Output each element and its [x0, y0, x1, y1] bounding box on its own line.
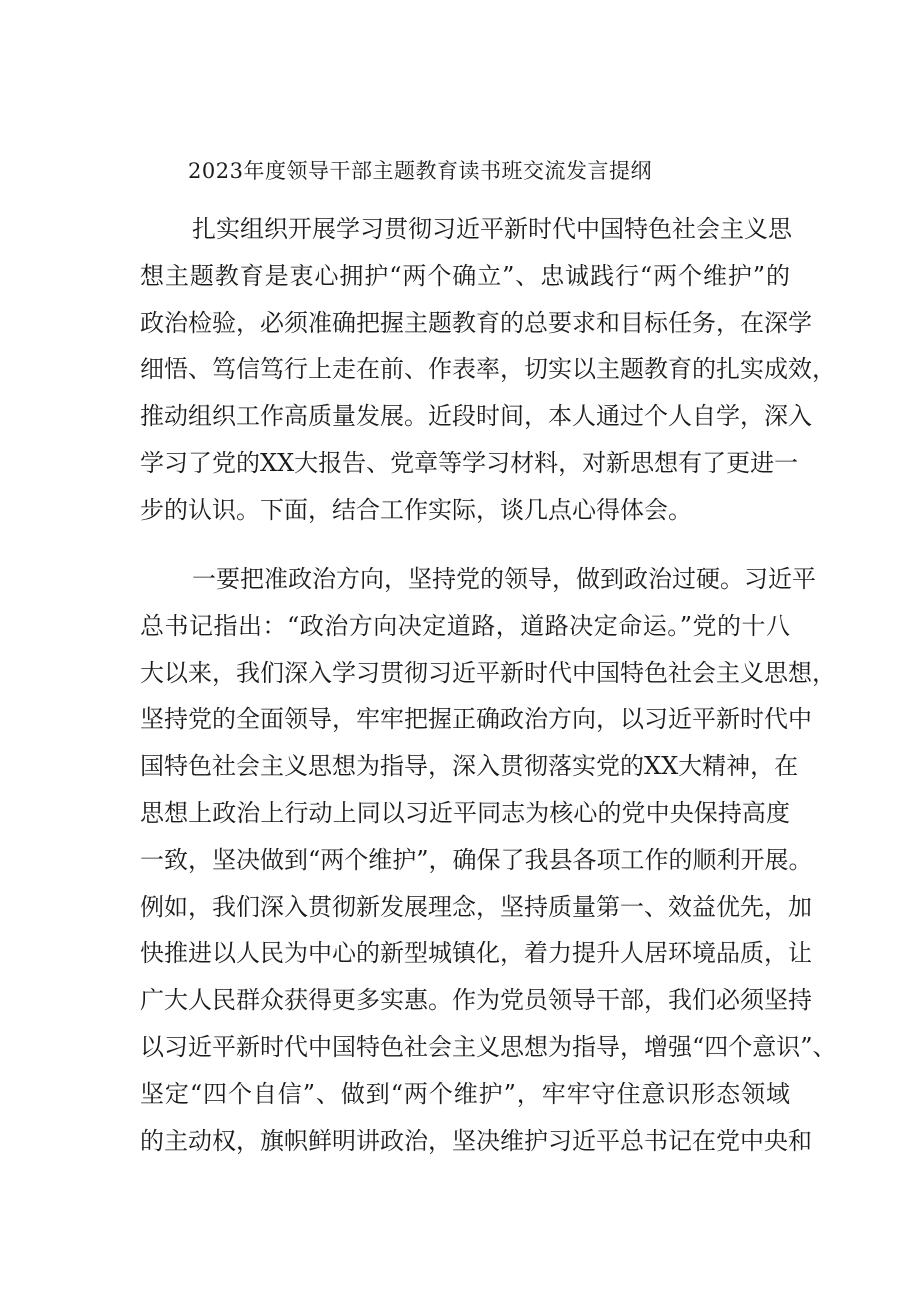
paragraph-line: 细悟、笃信笃行上走在前、作表率，切实以主题教育的扎实成效，: [140, 355, 836, 384]
paragraph-line: 以习近平新时代中国特色社会主义思想为指导，增强“四个意识”、: [140, 1032, 837, 1061]
paragraph-line: 步的认识。下面，结合工作实际，谈几点心得体会。: [140, 495, 692, 524]
paragraph-line: 例如，我们深入贯彻新发展理念，坚持质量第一、效益优先，加: [140, 892, 812, 921]
paragraph-line: 总书记指出：“政治方向决定道路，道路决定命运。”党的十八: [140, 611, 790, 640]
paragraph-line: 的主动权，旗帜鲜明讲政治，坚决维护习近平总书记在党中央和: [140, 1126, 812, 1155]
paragraph-line: 学习了党的XX大报告、党章等学习材料，对新思想有了更进一: [140, 448, 799, 477]
paragraph-line: 国特色社会主义思想为指导，深入贯彻落实党的XX大精神，在: [140, 752, 799, 781]
paragraph-line: 思想上政治上行动上同以习近平同志为核心的党中央保持高度: [140, 798, 790, 827]
paragraph-line: 政治检验，必须准确把握主题教育的总要求和目标任务，在深学: [140, 308, 812, 337]
paragraph-line: 推动组织工作高质量发展。近段时间，本人通过个人自学，深入: [140, 402, 812, 431]
paragraph-line: 想主题教育是衷心拥护“两个确立”、忠诚践行“两个维护”的: [140, 261, 790, 290]
paragraph-line: 一致，坚决做到“两个维护”，确保了我县各项工作的顺利开展。: [140, 845, 813, 874]
paragraph-political-direction: [140, 556, 837, 1164]
document-title: 2023年度领导干部主题教育读书班交流发言提纲: [188, 159, 652, 183]
paragraph-line: 大以来，我们深入学习贯彻习近平新时代中国特色社会主义思想，: [140, 658, 836, 687]
paragraph-line: 坚定“四个自信”、做到“两个维护”，牢牢守住意识形态领域: [140, 1079, 790, 1108]
paragraph-line: 广大人民群众获得更多实惠。作为党员领导干部，我们必须坚持: [140, 986, 812, 1015]
paragraph-line: 坚持党的全面领导，牢牢把握正确政治方向，以习近平新时代中: [140, 705, 812, 734]
paragraph-line: 扎实组织开展学习贯彻习近平新时代中国特色社会主义思: [192, 215, 792, 243]
paragraph-line: 快推进以人民为中心的新型城镇化，着力提升人居环境品质，让: [140, 939, 812, 968]
paragraph-line: 一要把准政治方向，坚持党的领导，做到政治过硬。习近平: [192, 565, 816, 593]
paragraph-intro: [140, 206, 836, 534]
